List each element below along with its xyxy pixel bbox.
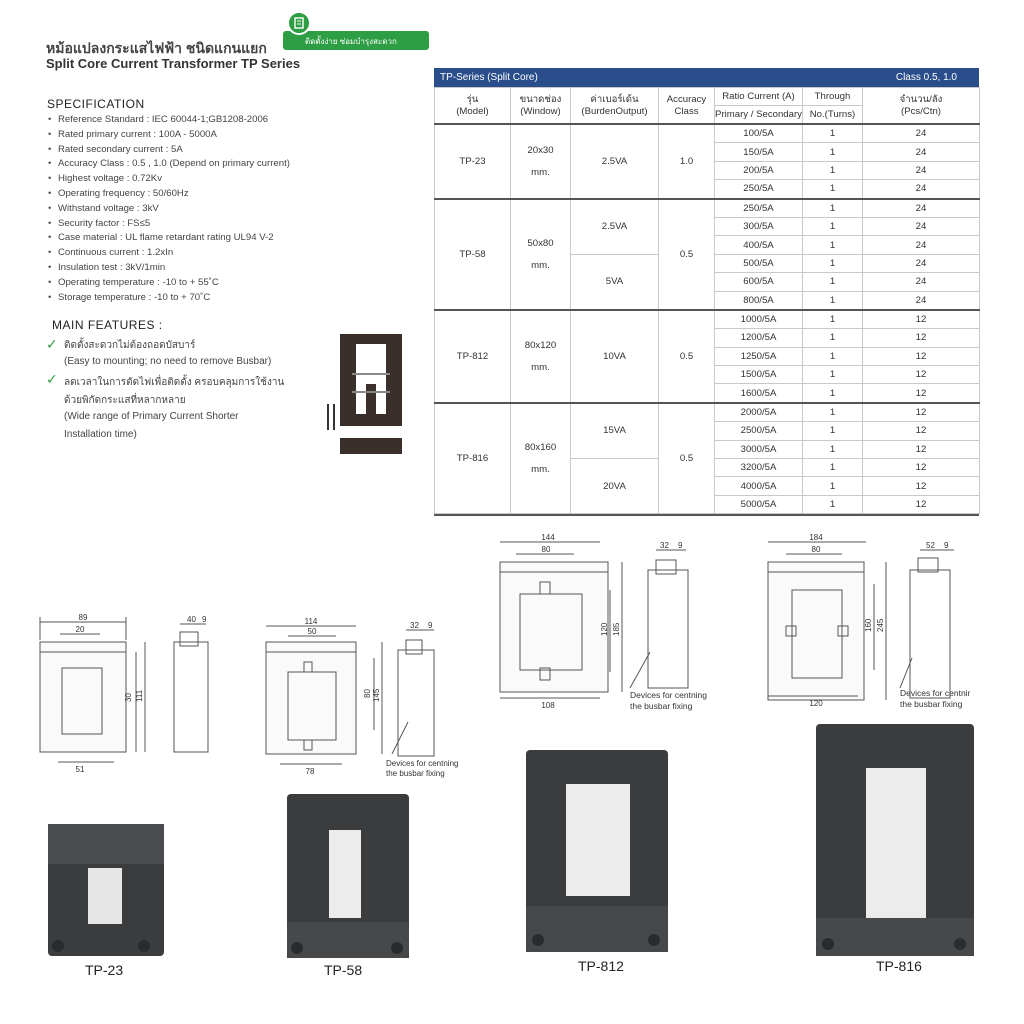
caption-tp58: TP-58 xyxy=(324,962,363,978)
photo-tp816 xyxy=(814,722,976,958)
drawing-tp812 xyxy=(490,532,740,717)
header-model: รุ่น (Model) xyxy=(435,88,511,125)
dim-label: 111 xyxy=(135,689,144,702)
photo-tp812 xyxy=(524,748,670,956)
cell-accuracy: 0.5 xyxy=(659,403,715,514)
dim-label: 144 xyxy=(541,533,555,542)
title-english: Split Core Current Transformer TP Series xyxy=(46,56,301,71)
cell-turns: 1 xyxy=(803,273,863,291)
cell-turns: 1 xyxy=(803,366,863,384)
cell-ratio: 100/5A xyxy=(715,124,803,143)
caption-tp23: TP-23 xyxy=(85,962,124,978)
table-row xyxy=(435,403,980,422)
table-class: Class 0.5, 1.0 xyxy=(895,72,957,83)
cell-turns: 1 xyxy=(803,403,863,422)
cell-turns: 1 xyxy=(803,180,863,199)
cell-pcs: 12 xyxy=(863,347,980,365)
header-pcs: จำนวน/ลัง (Pcs/Ctn) xyxy=(863,88,980,125)
feature-1-english: (Easy to mounting; no need to remove Busbar) xyxy=(64,356,272,367)
dim-label: 80 xyxy=(363,689,372,698)
cell-pcs: 24 xyxy=(863,217,980,235)
dim-label: 114 xyxy=(304,617,318,626)
caption-tp816: TP-816 xyxy=(876,958,922,974)
spec-heading: SPECIFICATION xyxy=(47,97,145,111)
cell-burden: 10VA xyxy=(571,310,659,403)
cell-pcs: 24 xyxy=(863,161,980,179)
cell-turns: 1 xyxy=(803,143,863,161)
cell-accuracy: 0.5 xyxy=(659,310,715,403)
header-accuracy: Accuracy Class xyxy=(659,88,715,125)
table-title: TP-Series (Split Core) xyxy=(440,72,538,83)
note-line2: the busbar fixing xyxy=(630,701,693,711)
cell-turns: 1 xyxy=(803,161,863,179)
dim-label: 80 xyxy=(541,545,551,554)
cell-window: 50x80 mm. xyxy=(511,199,571,310)
spec-item: • Rated secondary current : 5A xyxy=(48,143,378,158)
cell-ratio: 3200/5A xyxy=(715,459,803,477)
table-row xyxy=(435,124,980,143)
spec-table xyxy=(434,87,980,514)
cell-model: TP-58 xyxy=(435,199,511,310)
cell-pcs: 24 xyxy=(863,199,980,218)
spec-item: • Continuous current : 1.2xIn xyxy=(48,246,378,261)
cell-turns: 1 xyxy=(803,291,863,310)
cell-turns: 1 xyxy=(803,477,863,495)
spec-item: • Accuracy Class : 0.5 , 1.0 (Depend on primary current) xyxy=(48,157,378,172)
spec-item: • Withstand voltage : 3kV xyxy=(48,202,378,217)
cell-pcs: 12 xyxy=(863,384,980,403)
header-through-sub: No.(Turns) xyxy=(803,106,863,125)
cell-pcs: 12 xyxy=(863,366,980,384)
check-icon: ✓ xyxy=(46,336,58,352)
spec-item: • Case material : UL flame retardant rating UL94 V-2 xyxy=(48,231,378,246)
cell-turns: 1 xyxy=(803,495,863,513)
dim-label: 89 xyxy=(78,613,88,622)
dim-label: 32 xyxy=(410,621,419,630)
cell-pcs: 24 xyxy=(863,291,980,310)
cell-ratio: 200/5A xyxy=(715,161,803,179)
cell-turns: 1 xyxy=(803,347,863,365)
spec-item: • Security factor : FS≤5 xyxy=(48,217,378,232)
cell-pcs: 24 xyxy=(863,124,980,143)
note-line1: Devices for centning xyxy=(386,759,459,768)
cell-turns: 1 xyxy=(803,254,863,272)
feature-2-thai-line1: ลดเวลาในการตัดไฟเพื่อติดตั้ง ครอบคลุมการใช้งาน xyxy=(64,377,285,388)
cell-pcs: 12 xyxy=(863,422,980,440)
feature-2-english-line1: (Wide range of Primary Current Shorter xyxy=(64,411,239,422)
cell-pcs: 24 xyxy=(863,254,980,272)
cell-burden: 15VA xyxy=(571,403,659,459)
cell-pcs: 12 xyxy=(863,329,980,347)
drawing-tp23 xyxy=(30,612,220,777)
cell-turns: 1 xyxy=(803,440,863,458)
cell-ratio: 1500/5A xyxy=(715,366,803,384)
spec-item: • Operating frequency : 50/60Hz xyxy=(48,187,378,202)
spec-item: • Rated primary current : 100A - 5000A xyxy=(48,128,378,143)
document-icon xyxy=(287,11,311,35)
dim-label: 20 xyxy=(75,625,85,634)
table-bottom-rule xyxy=(434,514,979,516)
photo-tp23 xyxy=(46,818,166,960)
cell-ratio: 800/5A xyxy=(715,291,803,310)
cell-window: 80x120 mm. xyxy=(511,310,571,403)
cell-pcs: 12 xyxy=(863,403,980,422)
dim-label: 120 xyxy=(600,622,609,636)
dim-label: 30 xyxy=(124,693,133,702)
spec-item: • Storage temperature : -10 to + 70˚C xyxy=(48,291,378,306)
dim-label: 32 xyxy=(660,541,669,550)
dim-label: 184 xyxy=(809,533,823,542)
dim-label: 9 xyxy=(678,541,683,550)
dim-label: 9 xyxy=(944,541,949,550)
cell-turns: 1 xyxy=(803,422,863,440)
dim-label: 160 xyxy=(864,618,873,632)
cell-pcs: 24 xyxy=(863,180,980,199)
cell-turns: 1 xyxy=(803,329,863,347)
features-heading: MAIN FEATURES : xyxy=(52,318,163,332)
cell-burden: 2.5VA xyxy=(571,199,659,255)
cell-ratio: 1000/5A xyxy=(715,310,803,329)
caption-tp812: TP-812 xyxy=(578,958,624,974)
spec-list xyxy=(48,113,378,305)
cell-window: 20x30 mm. xyxy=(511,124,571,199)
dim-label: 78 xyxy=(305,767,315,776)
product-exploded-photo xyxy=(322,330,412,460)
cell-model: TP-812 xyxy=(435,310,511,403)
cell-pcs: 12 xyxy=(863,495,980,513)
cell-ratio: 250/5A xyxy=(715,180,803,199)
cell-pcs: 12 xyxy=(863,459,980,477)
dim-label: 245 xyxy=(876,618,885,632)
header-burden: ค่าเบอร์เด้น (BurdenOutput) xyxy=(571,88,659,125)
header-ratio-sub: Primary / Secondary xyxy=(715,106,803,125)
drawing-tp816 xyxy=(758,532,1008,717)
note-line2: the busbar fixing xyxy=(900,699,963,709)
spec-item: • Operating temperature : -10 to + 55˚C xyxy=(48,276,378,291)
table-row xyxy=(435,310,980,329)
cell-ratio: 300/5A xyxy=(715,217,803,235)
title-thai: หม้อแปลงกระแสไฟฟ้า ชนิดแกนแยก xyxy=(46,40,267,56)
spec-item: • Highest voltage : 0.72Kv xyxy=(48,172,378,187)
cell-ratio: 500/5A xyxy=(715,254,803,272)
spec-table-container xyxy=(434,68,979,516)
note-line1: Devices for centnir xyxy=(900,688,971,698)
header-ratio: Ratio Current (A) xyxy=(715,88,803,106)
feature-2-english-line2: Installation time) xyxy=(64,429,137,440)
note-line2: the busbar fixing xyxy=(386,769,445,778)
dim-label: 108 xyxy=(541,701,555,710)
cell-ratio: 150/5A xyxy=(715,143,803,161)
cell-ratio: 1250/5A xyxy=(715,347,803,365)
cell-ratio: 2500/5A xyxy=(715,422,803,440)
cell-pcs: 24 xyxy=(863,273,980,291)
cell-accuracy: 1.0 xyxy=(659,124,715,199)
spec-item: • Reference Standard : IEC 60044-1;GB1208-2006 xyxy=(48,113,378,128)
cell-accuracy: 0.5 xyxy=(659,199,715,310)
cell-turns: 1 xyxy=(803,459,863,477)
dim-label: 51 xyxy=(75,765,85,774)
cell-window: 80x160 mm. xyxy=(511,403,571,514)
cell-ratio: 400/5A xyxy=(715,236,803,254)
cell-turns: 1 xyxy=(803,384,863,403)
dim-label: 52 xyxy=(926,541,935,550)
cell-ratio: 5000/5A xyxy=(715,495,803,513)
cell-burden: 5VA xyxy=(571,254,659,310)
dim-label: 185 xyxy=(612,622,621,636)
feature-1-thai: ติดตั้งสะดวกไม่ต้องถอดบัสบาร์ xyxy=(64,340,196,351)
dim-label: 9 xyxy=(428,621,433,630)
cell-turns: 1 xyxy=(803,217,863,235)
table-title-bar xyxy=(434,68,979,87)
cell-pcs: 24 xyxy=(863,236,980,254)
dim-label: 120 xyxy=(809,699,823,708)
cell-turns: 1 xyxy=(803,199,863,218)
dim-label: 50 xyxy=(307,627,317,636)
dim-label: 80 xyxy=(811,545,821,554)
cell-model: TP-23 xyxy=(435,124,511,199)
cell-ratio: 1600/5A xyxy=(715,384,803,403)
cell-turns: 1 xyxy=(803,124,863,143)
cell-ratio: 3000/5A xyxy=(715,440,803,458)
cell-turns: 1 xyxy=(803,310,863,329)
dim-label: 40 xyxy=(187,615,196,624)
cell-pcs: 12 xyxy=(863,440,980,458)
cell-ratio: 2000/5A xyxy=(715,403,803,422)
badge-text: ติดตั้งง่าย ซ่อมบำรุงสะดวก xyxy=(305,37,397,46)
dim-label: 145 xyxy=(372,688,381,702)
cell-ratio: 4000/5A xyxy=(715,477,803,495)
cell-ratio: 1200/5A xyxy=(715,329,803,347)
cell-burden: 2.5VA xyxy=(571,124,659,199)
cell-ratio: 600/5A xyxy=(715,273,803,291)
drawing-tp58 xyxy=(258,618,488,788)
check-icon: ✓ xyxy=(46,371,58,387)
feature-2-thai-line2: ด้วยพิกัดกระแสที่หลากหลาย xyxy=(64,395,186,406)
photo-tp58 xyxy=(285,790,413,962)
spec-item: • Insulation test : 3kV/1min xyxy=(48,261,378,276)
cell-ratio: 250/5A xyxy=(715,199,803,218)
note-line1: Devices for centning xyxy=(630,690,708,700)
dim-label: 9 xyxy=(202,615,207,624)
header-through: Through xyxy=(803,88,863,106)
cell-pcs: 12 xyxy=(863,477,980,495)
cell-model: TP-816 xyxy=(435,403,511,514)
header-window: ขนาดช่อง (Window) xyxy=(511,88,571,125)
cell-pcs: 12 xyxy=(863,310,980,329)
table-body xyxy=(435,124,980,514)
cell-pcs: 24 xyxy=(863,143,980,161)
cell-burden: 20VA xyxy=(571,459,659,514)
cell-turns: 1 xyxy=(803,236,863,254)
table-row xyxy=(435,199,980,218)
